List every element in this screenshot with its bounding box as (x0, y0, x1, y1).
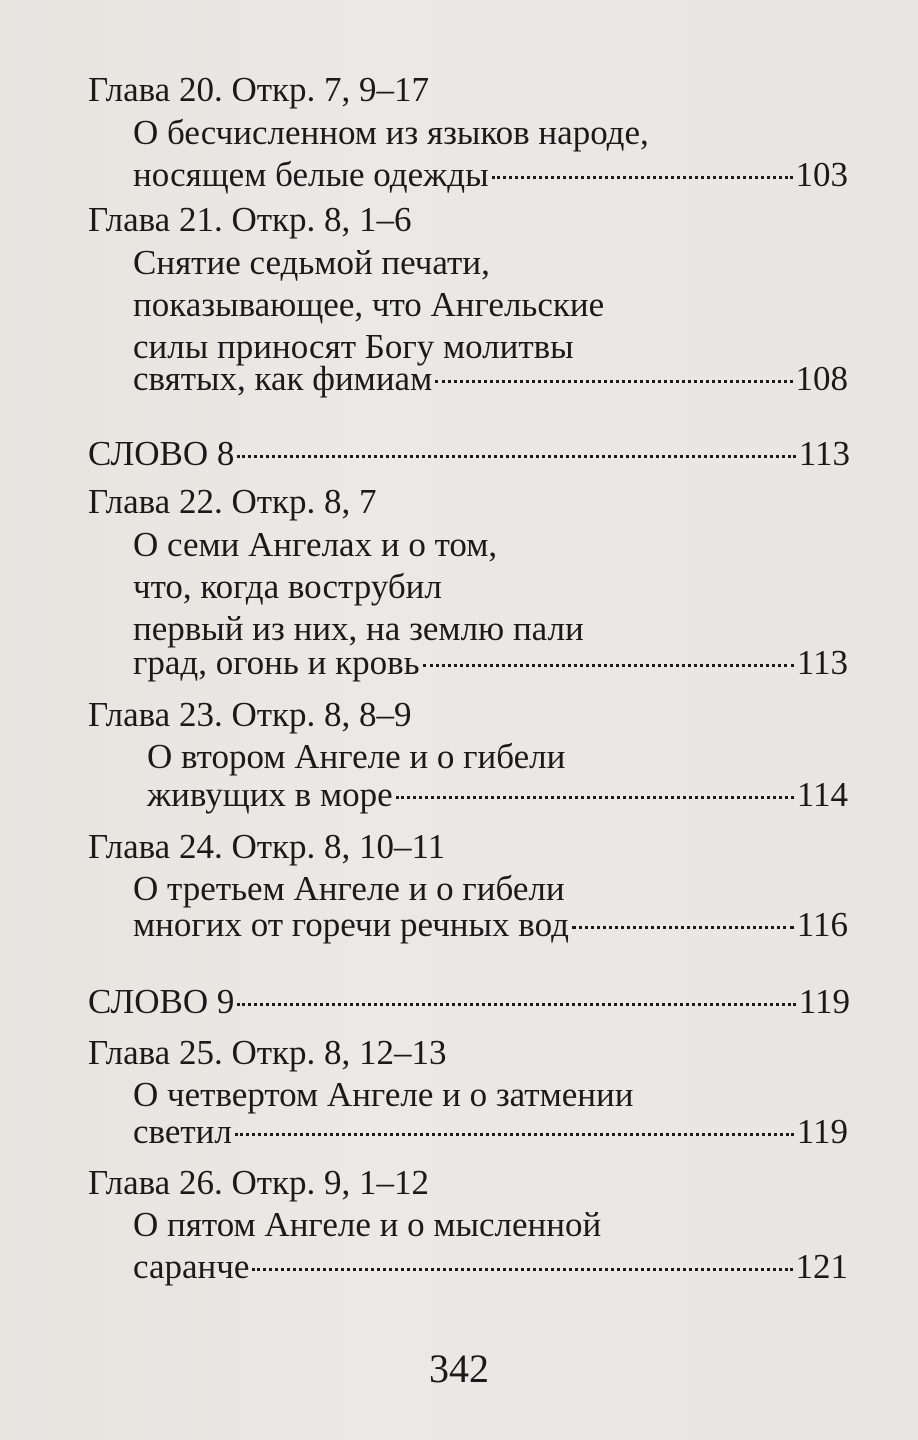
dot-leader (435, 380, 792, 383)
toc-chapter-26-page: 121 (795, 1247, 848, 1286)
toc-chapter-26-heading: Глава 26. Откр. 9, 1–12 (88, 1163, 430, 1202)
toc-chapter-21-line-4: святых, как фимиам (133, 359, 433, 398)
toc-chapter-25-line-2: светил (133, 1112, 232, 1151)
toc-chapter-24-entry (133, 905, 848, 945)
toc-slovo-8-title: СЛОВО 8 (88, 434, 235, 473)
toc-chapter-26-line-2: саранче (133, 1247, 250, 1286)
toc-chapter-22-line-1: О семи Ангелах и о том, (133, 525, 498, 564)
toc-chapter-22-line-3: первый из них, на землю пали (133, 609, 584, 648)
toc-chapter-22-heading: Глава 22. Откр. 8, 7 (88, 482, 377, 521)
dot-leader (252, 1268, 792, 1271)
toc-chapter-22-line-2: что, когда вострубил (133, 567, 442, 606)
toc-slovo-8-page: 113 (798, 434, 850, 473)
toc-chapter-20-heading: Глава 20. Откр. 7, 9–17 (88, 70, 430, 109)
toc-chapter-22-entry (133, 643, 848, 683)
toc-chapter-23-entry (147, 775, 848, 815)
toc-slovo-9-page: 119 (798, 982, 850, 1021)
toc-chapter-25-entry (133, 1112, 848, 1152)
toc-chapter-23-heading: Глава 23. Откр. 8, 8–9 (88, 695, 412, 734)
page-number: 342 (429, 1346, 489, 1391)
toc-slovo-9-entry (88, 982, 850, 1022)
dot-leader (235, 1133, 794, 1136)
toc-chapter-26-entry (133, 1247, 848, 1287)
toc-chapter-22-line-4: град, огонь и кровь (133, 643, 420, 682)
toc-chapter-24-page: 116 (796, 905, 848, 944)
toc-chapter-21-line-1: Снятие седьмой печати, (133, 243, 490, 282)
toc-chapter-25-line-1: О четвертом Ангеле и о затмении (133, 1075, 634, 1114)
toc-chapter-24-heading: Глава 24. Откр. 8, 10–11 (88, 827, 446, 866)
toc-chapter-25-heading: Глава 25. Откр. 8, 12–13 (88, 1033, 447, 1072)
toc-chapter-20-line-2: носящем белые одежды (133, 155, 489, 194)
toc-slovo-9-title: СЛОВО 9 (88, 982, 235, 1021)
toc-chapter-26-line-1: О пятом Ангеле и о мысленной (133, 1205, 602, 1244)
toc-slovo-8-entry (88, 434, 850, 474)
toc-chapter-20-entry (133, 155, 848, 195)
toc-chapter-20-line-1: О бесчисленном из языков народе, (133, 113, 649, 152)
toc-chapter-21-line-2: показывающее, что Ангельские (133, 285, 605, 324)
toc-chapter-24-line-2: многих от горечи речных вод (133, 905, 569, 944)
dot-leader (237, 1003, 795, 1006)
toc-chapter-21-heading: Глава 21. Откр. 8, 1–6 (88, 200, 412, 239)
toc-chapter-24-line-1: О третьем Ангеле и о гибели (133, 869, 565, 908)
toc-chapter-21-entry (133, 359, 848, 399)
dot-leader (396, 796, 794, 799)
dot-leader (423, 664, 794, 667)
toc-chapter-23-page: 114 (796, 775, 848, 814)
toc-chapter-22-page: 113 (796, 643, 848, 682)
dot-leader (572, 926, 794, 929)
toc-chapter-23-line-1: О втором Ангеле и о гибели (147, 737, 566, 776)
dot-leader (237, 455, 795, 458)
dot-leader (492, 176, 793, 179)
toc-chapter-23-line-2: живущих в море (147, 775, 393, 814)
toc-chapter-20-page: 103 (795, 155, 848, 194)
toc-chapter-21-line-3: силы приносят Богу молитвы (133, 327, 574, 366)
toc-chapter-21-page: 108 (795, 359, 848, 398)
toc-chapter-25-page: 119 (796, 1112, 848, 1151)
